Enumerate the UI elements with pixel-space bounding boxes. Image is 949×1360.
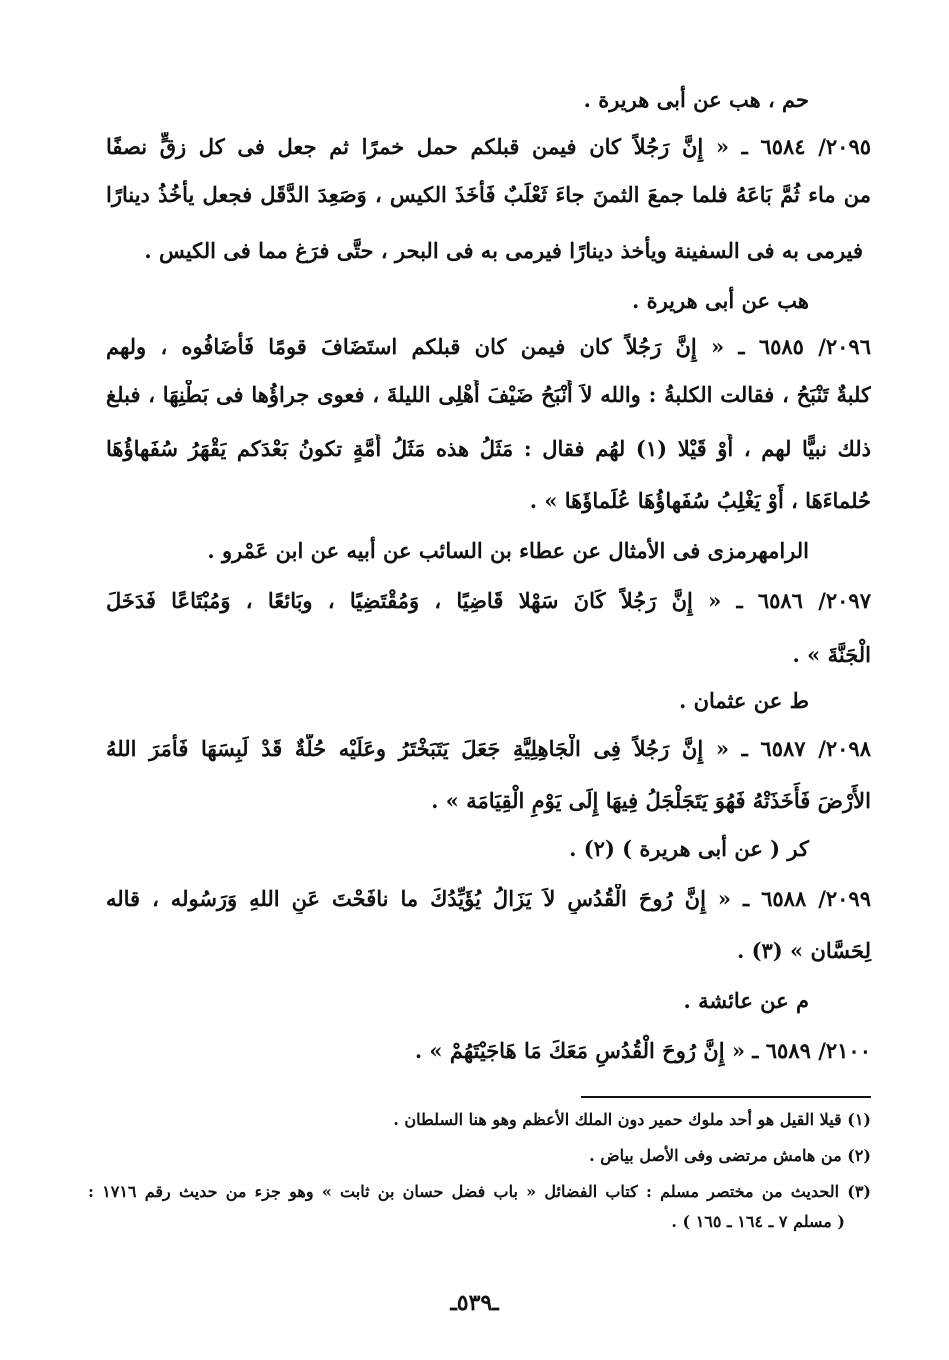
hadith-2100-line-1: ٢١٠٠/ ٦٥٨٩ ـ « إِنَّ رُوحَ الْقُدُسِ مَعَكَ مَا هَاجَيْتَهُمْ » . — [414, 1038, 871, 1063]
source-line: ط عن عثمان . — [678, 688, 809, 713]
footnote-3: (٣) الحديث من مختصر مسلم : كتاب الفضائل « باب فضل حسان بن ثابت » وهو جزء من حديث رقم ١٧١٦ : — [88, 1182, 871, 1201]
hadith-2095-line-1: ٢٠٩٥/ ٦٥٨٤ ـ « إِنَّ رَجُلاً كان فيمن قبلكم حمل خمرًا ثم جعل فى كل زقٍّ نصفًا — [106, 134, 871, 159]
source-line: كر ( عن أبى هريرة ) (٢) . — [569, 836, 809, 861]
source-line: هب عن أبى هريرة . — [631, 288, 809, 313]
source-line: الرامهرمزى فى الأمثال عن عطاء بن السائب عن أبيه عن ابن عَمْرو . — [207, 538, 809, 563]
hadith-2099-line-1: ٢٠٩٩/ ٦٥٨٨ ـ « إِنَّ رُوحَ الْقُدُسِ لاَ يَزَالُ يُؤَيِّدُكَ ما نافَحْتَ عَنِ اللهِ وَرَسُوله ، قاله — [106, 886, 871, 911]
source-line: م عن عائشة . — [683, 988, 809, 1013]
footnote-2: (٢) من هامش مرتضى وفى الأصل بياض . — [589, 1146, 871, 1165]
footnote-3-continuation: ( مسلم ٧ ـ ١٦٤ ـ ١٦٥ ) . — [671, 1212, 845, 1231]
hadith-2096-line-1: ٢٠٩٦/ ٦٥٨٥ ـ « إِنَّ رَجُلاً كان فيمن كان قبلكم استَضَافَ قومًا فَأَضَافُوه ، ولهم — [106, 334, 871, 359]
hadith-2095-line-3: فيرمى به فى السفينة ويأخذ دينارًا فيرمى به فى البحر ، حتَّى فرَغ مما فى الكيس . — [144, 238, 863, 263]
hadith-2099-line-2: لِحَسَّان » (٣) . — [736, 938, 871, 963]
hadith-2098-line-1: ٢٠٩٨/ ٦٥٨٧ ـ « إِنَّ رَجُلاً فِى الْجَاهِلِيَّةِ جَعَلَ يَتَبَخْتَرُ وعَلَيْه حُلَّةٌ قَدْ لَبِسَهَا فَأَمَرَ اللهُ — [106, 736, 871, 761]
footnote-separator — [581, 1096, 871, 1098]
source-line: حم ، هب عن أبى هريرة . — [583, 87, 809, 112]
hadith-2096-line-3: ذلك نبيًّا لهم ، أَوْ قَيْلا (١) لهُم فقال : مَثَلُ هذه مَثَلُ أُمَّةٍ تكونُ بَعْدَكم يَقْهَرُ سُفَهاؤُهَا — [106, 436, 871, 461]
footnote-1: (١) قيلا القيل هو أحد ملوك حمير دون الملك الأعظم وهو هنا السلطان . — [393, 1110, 871, 1129]
hadith-2095-line-2: من ماء ثُمَّ بَاعَهُ فلما جمعَ الثمنَ جاءَ ثَعْلَبٌ فَأَخَذَ الكيس ، وَصَعِدَ الدَّقَل فجعل يأْخُذُ دينارًا — [106, 182, 871, 207]
page-number: ـ٥٣٩ـ — [450, 1290, 499, 1316]
hadith-2096-line-4: حُلماءَهَا ، أَوْ يَغْلِبُ سُفَهاؤُهَا عُلَماؤَهَا » . — [529, 488, 871, 513]
hadith-2096-line-2: كلبةٌ تَنْبَحُ ، فقالت الكلبةُ : والله لاَ أَنْبَحُ ضَيْفَ أَهْلِى الليلةَ ، فعوى جراؤُها فى بَطْنِهَا ، فبلغ — [106, 382, 871, 407]
hadith-2098-line-2: الأَرْضَ فَأَخَذَتْهُ فَهُوَ يَتَجَلْجَلُ فِيهَا إِلَى يَوْمِ الْقِيَامَة » . — [431, 788, 871, 813]
hadith-2097-line-2: الْجَنَّةَ » . — [792, 642, 871, 667]
hadith-2097-line-1: ٢٠٩٧/ ٦٥٨٦ ـ « إِنَّ رَجُلاً كَانَ سَهْلا قَاضِيًا ، وَمُقْتَضِيًا ، وبَائعًا ، وَمُبْتَاعًا فَدَخَلَ — [106, 588, 871, 613]
